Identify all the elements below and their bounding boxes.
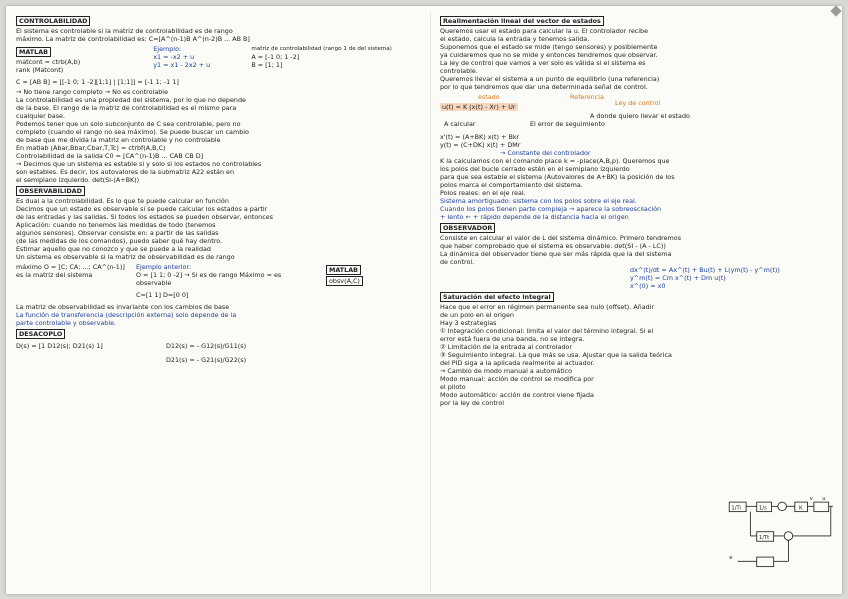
text-line: La controlabilidad es una propiedad del sistema, por lo que no depende — [16, 96, 246, 104]
text-line: de base que me divida la matriz en controlable y no controlable — [16, 136, 221, 144]
text-line: Controlabilidad de la salida C0 = [CA^(n-1)B ... CAB CB D] — [16, 152, 204, 160]
text-line: controlable. — [440, 67, 478, 75]
text-line: Cuando los polos tienen parte compleja → aparece la sobreoscilación — [440, 205, 662, 213]
text-line: son estables. Es decir, los autovalores de la submatriz A22 están en — [16, 168, 235, 176]
text-line: → Decimos que un sistema es estable si y solo si los estados no controlables — [16, 160, 262, 168]
diagram-label: e — [729, 555, 733, 562]
obs-eq: x^(0) = x0 — [630, 282, 666, 290]
obs-matrix-label: máximo O = [C; CA; ...; CA^(n-1)] es la matriz del sistema — [16, 263, 125, 279]
text-line: cualquier base. — [16, 112, 65, 120]
right-column — [440, 14, 832, 562]
c-note: → No tiene rango completo → No es controlable — [16, 88, 169, 96]
section-title-saturacion: Saturación del efecto integral — [440, 292, 554, 302]
text-line: La dinámica del observador tiene que ser más rápida que la del sistema — [440, 250, 672, 258]
text-line: el piloto — [440, 383, 466, 391]
text-line: Hace que el error en régimen permanente sea nulo (offset). Añadir — [440, 303, 655, 311]
text-line: Decimos que un estado es observable si se puede calcular los estados a partir — [16, 205, 268, 213]
sum-node-2 — [784, 532, 792, 540]
obs-c: C=[1 1] D=[0 0] — [136, 291, 189, 299]
desacoplo-D21: D21(s) = - G21(s)/G22(s) — [166, 356, 247, 364]
text-line: Modo manual: acción de control se modifica por — [440, 375, 594, 383]
text-line: En matlab (Abar,Bbar,Cbar,T,Tc) = ctrbf(A,B,C) — [16, 144, 166, 152]
diagram-label: 1/s — [758, 505, 767, 512]
text-line: máximo. La matriz de controlabilidad es: C=[A^(n-1)B A^(n-2)B ... AB B] — [16, 35, 250, 43]
error-seguimiento: El error de seguimiento — [530, 120, 605, 128]
section-title-observador: OBSERVADOR — [440, 223, 495, 233]
text-line: polos marca el comportamiento del sistema. — [440, 181, 583, 189]
text-line: de la base. El rango de la matriz de controlabilidad es el mismo para — [16, 104, 237, 112]
text-line: Es dual a la controlabilidad. Es lo que te puede calcular en función — [16, 197, 229, 205]
example-B: B = [1; 1] — [251, 61, 283, 69]
text-line: → Cambio de modo manual a automático — [440, 367, 573, 375]
text-line: Queremos usar el estado para calcular la u. El controlador recibe — [440, 27, 649, 35]
text-line: parte controlable y observable. — [16, 319, 117, 327]
donde-quiero: A donde quiero llevar el estado — [590, 112, 690, 120]
text-line: para que sea estable el sistema (Autovalores de A+BK) la posición de los — [440, 173, 675, 181]
text-line: por la ley de control — [440, 399, 505, 407]
block-bottom — [757, 557, 774, 567]
example-title: Ejemplo: — [153, 45, 182, 53]
text-line: Hay 3 estrategias — [440, 319, 497, 327]
control-law: u(t) = K (x(t) - Xr) + Ur — [442, 103, 516, 111]
text-line: por lo que tendremos que dar una determinada señal de control. — [440, 83, 648, 91]
text-line: Un sistema es observable si la matriz de observabilidad es de rango — [16, 253, 235, 261]
obs-eq: y^m(t) = Cm x^(t) + Dm u(t) — [630, 274, 726, 282]
text-line: los polos del bucle cerrado estén en el semiplano izquierdo — [440, 165, 630, 173]
text-line: Consiste en calcular el valor de L del sistema dinámico. Primero tendremos — [440, 234, 682, 242]
text-line: Queremos llevar el sistema a un punto de equilibrio (una referencia) — [440, 75, 660, 83]
text-line: Modo automático: acción de control viene fijada — [440, 391, 594, 399]
section-title-observabilidad: OBSERVABILIDAD — [16, 186, 85, 196]
sum-node — [778, 502, 786, 510]
text-line: + lento ← + rápido depende de la distancia hacia el origen — [440, 213, 629, 221]
corner-fold — [830, 6, 841, 17]
text-line: ya cuidaremos que no se mide y entonces tendremos que observar. — [440, 51, 658, 59]
desacoplo-D12: D12(s) = - G12(s)/G11(s) — [166, 342, 247, 350]
text-line: algunos sensores). Observar consiste en: a partir de las salidas — [16, 229, 219, 237]
matlab-tag: MATLAB — [326, 265, 361, 275]
text-line: La función de transferencia (descripción externa) solo depende de la — [16, 311, 237, 319]
text-line: el semiplano izquierdo. det(SI-(A+BK)) — [16, 176, 140, 184]
desacoplo-D: D(s) = [1 D12(s); D21(s) 1] — [16, 342, 103, 350]
matlab-tag: MATLAB — [16, 47, 51, 57]
matlab-line: rank (Matcont) — [16, 66, 64, 74]
example-eq: y1 = x1 - 2x2 + u — [153, 61, 211, 69]
section-title-desacoplo: DESACOPLO — [16, 329, 65, 339]
section-title-controlabilidad: CONTROLABILIDAD — [16, 16, 90, 26]
ley-label: Ley de control — [615, 99, 661, 107]
obs-example: O = [1 1; 0 -2] → Si es de rango Máximo = es observable — [136, 271, 282, 287]
column-divider — [430, 12, 431, 592]
section-title-realimentacion: Realimentación lineal del vector de estados — [440, 16, 604, 26]
ref-label: Referencia — [570, 93, 604, 101]
constante-note: → Constante del controlador — [500, 149, 591, 157]
dyn-eq: x'(t) = (A+BK) x(t) + Bkr — [440, 133, 520, 141]
text-line: ③ Seguimiento integral. La que más se usa. Ajustar que la salida teórica — [440, 351, 672, 359]
text-line: (de las medidas de los comandos), puedo saber qué hay dentro. — [16, 237, 223, 245]
text-line: Suponemos que el estado se mide (tengo sensores) y posiblemente — [440, 43, 658, 51]
text-line: Podemos tener que un solo subconjunto de C sea controlable, pero no — [16, 120, 241, 128]
text-line: completo (cuando el rango no sea máximo). Se puede buscar un cambio — [16, 128, 249, 136]
text-line: de control. — [440, 258, 475, 266]
dyn-eq: y(t) = (C+DK) x(t) + DMr — [440, 141, 521, 149]
text-line: que haber comprobado que el sistema es observable. det(SI - (A - LC)) — [440, 242, 666, 250]
obs-eq: dx^(t)/dt = Ax^(t) + Bu(t) + L(ym(t) - y^m(t)) — [630, 266, 780, 274]
example-A: A = [-1 0; 1 -2] — [251, 53, 300, 61]
text-line: de las entradas y las salidas. Si todos los estados se pueden observar, entonces — [16, 213, 273, 221]
matlab-line: matcont = ctrb(A,b) — [16, 58, 81, 66]
text-line: del PID siga a la aplicada realmente al actuador. — [440, 359, 595, 367]
text-line: el estado, calcula la entrada y tenemos salida. — [440, 35, 590, 43]
diagram-label: v — [809, 495, 813, 502]
text-line: Polos reales: en el eje real. — [440, 189, 526, 197]
diagram-label: u — [822, 495, 826, 502]
text-line: La matriz de observabilidad es invariante con los cambios de base — [16, 303, 230, 311]
text-line: ① Integración condicional: limita el valor del término integral. Si el — [440, 327, 654, 335]
diagram-label: K — [799, 505, 803, 512]
block-sat — [814, 502, 829, 512]
text-line: La ley de control que vamos a ver solo es válida si el sistema es — [440, 59, 646, 67]
anti-windup-diagram — [725, 492, 835, 582]
text-line: Aplicación: cuando no tenemos las medidas de todo (tenemos — [16, 221, 216, 229]
text-line: Sistema amortiguado: sistema con los polos sobre el eje real. — [440, 197, 637, 205]
c-equation: C = [AB B] = [[-1 0; 1 -2][1;1] | [1;1]] = [-1 1; -1 1] — [16, 78, 179, 86]
text-line: error está fuera de una banda, no se integra. — [440, 335, 585, 343]
example-eq: x1 = -x2 + u — [153, 53, 195, 61]
obs-example-title: Ejemplo anterior: — [136, 263, 192, 271]
text-line: de un polo en el origen — [440, 311, 514, 319]
estado-label: estado — [478, 93, 500, 101]
text-line: ② Limitación de la entrada al controlador — [440, 343, 572, 351]
matriz-note: matriz de controlabilidad (rango 1 de del sistema) — [251, 46, 392, 52]
diagram-label: 1/Ti — [731, 505, 742, 512]
text-line: K la calculamos con el comando place k = -place(A,B,p). Queremos que — [440, 157, 670, 165]
a-calcular: A calcular — [444, 120, 476, 128]
text-line: El sistema es controlable si la matriz de controlabilidad es de rango — [16, 27, 233, 35]
text-line: Estimar aquello que no conozco y que se puede a la realidad — [16, 245, 211, 253]
obs-matlab: obsv(A,C) — [326, 276, 363, 286]
left-column — [16, 14, 408, 364]
notes-sheet — [6, 6, 842, 594]
diagram-label: 1/Tt — [758, 535, 770, 542]
